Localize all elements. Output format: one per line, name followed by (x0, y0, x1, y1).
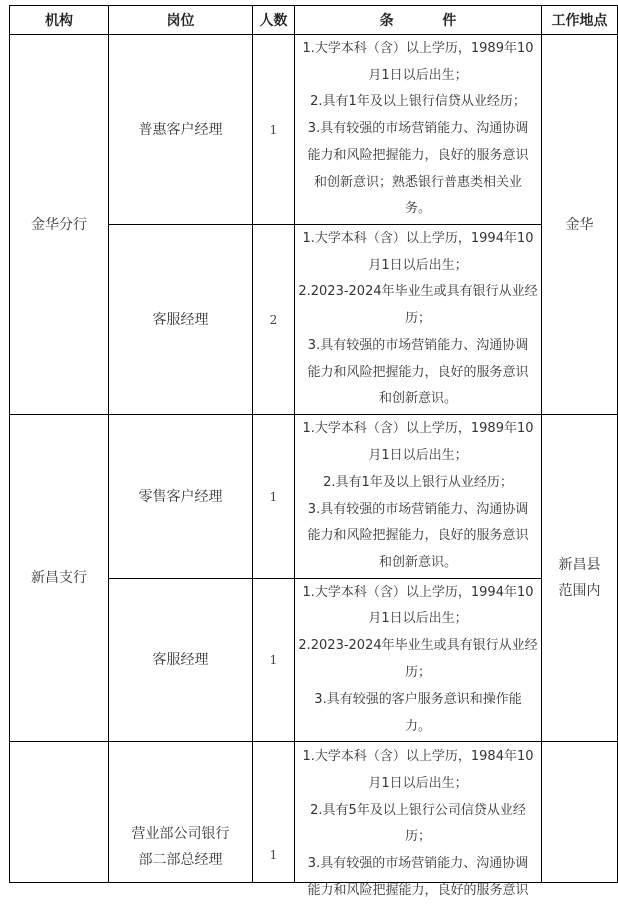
header-conditions-label: 条 件 (379, 13, 457, 29)
conditions-cell (295, 579, 542, 742)
position-cell: 零售客户经理 (109, 415, 253, 579)
count-cell: 1 (253, 579, 295, 742)
location-line: 新昌县 (558, 557, 601, 573)
header-location: 工作地点 (542, 6, 618, 35)
conditions-cell (295, 742, 542, 898)
location-cell (542, 742, 618, 883)
position-cell: 客服经理 (109, 579, 253, 742)
condition-line: 历； (404, 311, 431, 327)
condition-line: 2.具有1年及以上银行从业经历； (323, 474, 513, 490)
conditions-cell (295, 225, 542, 415)
condition-line: 能力和风险把握能力，良好的服务意识 (307, 882, 529, 898)
position-line: 营业部公司银行 (131, 825, 230, 842)
condition-line: 1.大学本科（含）以上学历，1989年10 (302, 421, 534, 437)
condition-line: 月1日以后出生； (368, 611, 468, 627)
position-cell (109, 742, 253, 883)
org-cell (10, 742, 109, 883)
condition-line: 3.具有较强的市场营销能力、沟通协调 (307, 337, 529, 353)
condition-line: 历； (404, 665, 431, 680)
condition-line: 月1日以后出生； (368, 447, 468, 463)
table-row (10, 35, 618, 225)
condition-line: 力。 (404, 718, 431, 734)
condition-line: 能力和风险把握能力，良好的服务意识 (307, 147, 529, 163)
condition-line: 和创新意识。 (378, 555, 457, 571)
condition-line: 3.具有较强的客户服务意识和操作能 (314, 691, 522, 707)
table-row (10, 742, 618, 883)
condition-line: 能力和风险把握能力，良好的服务意识 (307, 528, 529, 544)
position-cell: 普惠客户经理 (109, 35, 253, 225)
header-conditions (295, 6, 542, 35)
condition-line: 务。 (404, 201, 431, 217)
condition-line: 月1日以后出生； (368, 67, 468, 83)
conditions-cell (295, 415, 542, 579)
condition-line: 月1日以后出生； (368, 775, 468, 791)
condition-line: 能力和风险把握能力，良好的服务意识 (307, 364, 529, 380)
condition-line: 2.具有5年及以上银行公司信贷从业经 (310, 802, 526, 818)
position-line: 部二部总经理 (138, 851, 223, 868)
header-row (10, 6, 618, 35)
condition-line: 3.具有较强的市场营销能力、沟通协调 (307, 121, 529, 137)
header-org: 机构 (10, 6, 109, 35)
condition-line: 3.具有较强的市场营销能力、沟通协调 (307, 501, 529, 517)
condition-line: 1.大学本科（含）以上学历，1989年10 (302, 40, 534, 56)
org-cell: 金华分行 (10, 35, 109, 415)
count-cell: 2 (253, 225, 295, 415)
table-row (10, 415, 618, 579)
condition-line: 1.大学本科（含）以上学历，1994年10 (302, 230, 534, 246)
location-cell: 金华 (542, 35, 618, 415)
org-cell: 新昌支行 (10, 415, 109, 742)
condition-line: 1.大学本科（含）以上学历，1984年10 (302, 749, 534, 764)
condition-line: 3.具有较强的市场营销能力、沟通协调 (307, 856, 529, 872)
location-cell (542, 415, 618, 742)
condition-line: 1.大学本科（含）以上学历，1994年10 (302, 584, 534, 600)
header-count: 人数 (253, 6, 295, 35)
condition-line: 历； (404, 829, 431, 845)
count-value: 1 (269, 847, 278, 862)
header-position: 岗位 (109, 6, 253, 35)
condition-line: 2.具有1年及以上银行信贷从业经历； (310, 94, 526, 110)
condition-line: 和创新意识；熟悉银行普惠类相关业 (313, 174, 522, 190)
conditions-cell (295, 35, 542, 225)
location-line: 范围内 (558, 583, 601, 599)
condition-line: 2.2023-2024年毕业生或具有银行从业经 (298, 284, 538, 300)
condition-line: 和创新意识。 (378, 391, 457, 407)
count-cell: 1 (253, 415, 295, 579)
count-cell (253, 742, 295, 883)
condition-line: 2.2023-2024年毕业生或具有银行从业经 (298, 638, 538, 654)
condition-line: 月1日以后出生； (368, 257, 468, 273)
position-cell: 客服经理 (109, 225, 253, 415)
recruitment-table (9, 5, 618, 898)
count-cell: 1 (253, 35, 295, 225)
